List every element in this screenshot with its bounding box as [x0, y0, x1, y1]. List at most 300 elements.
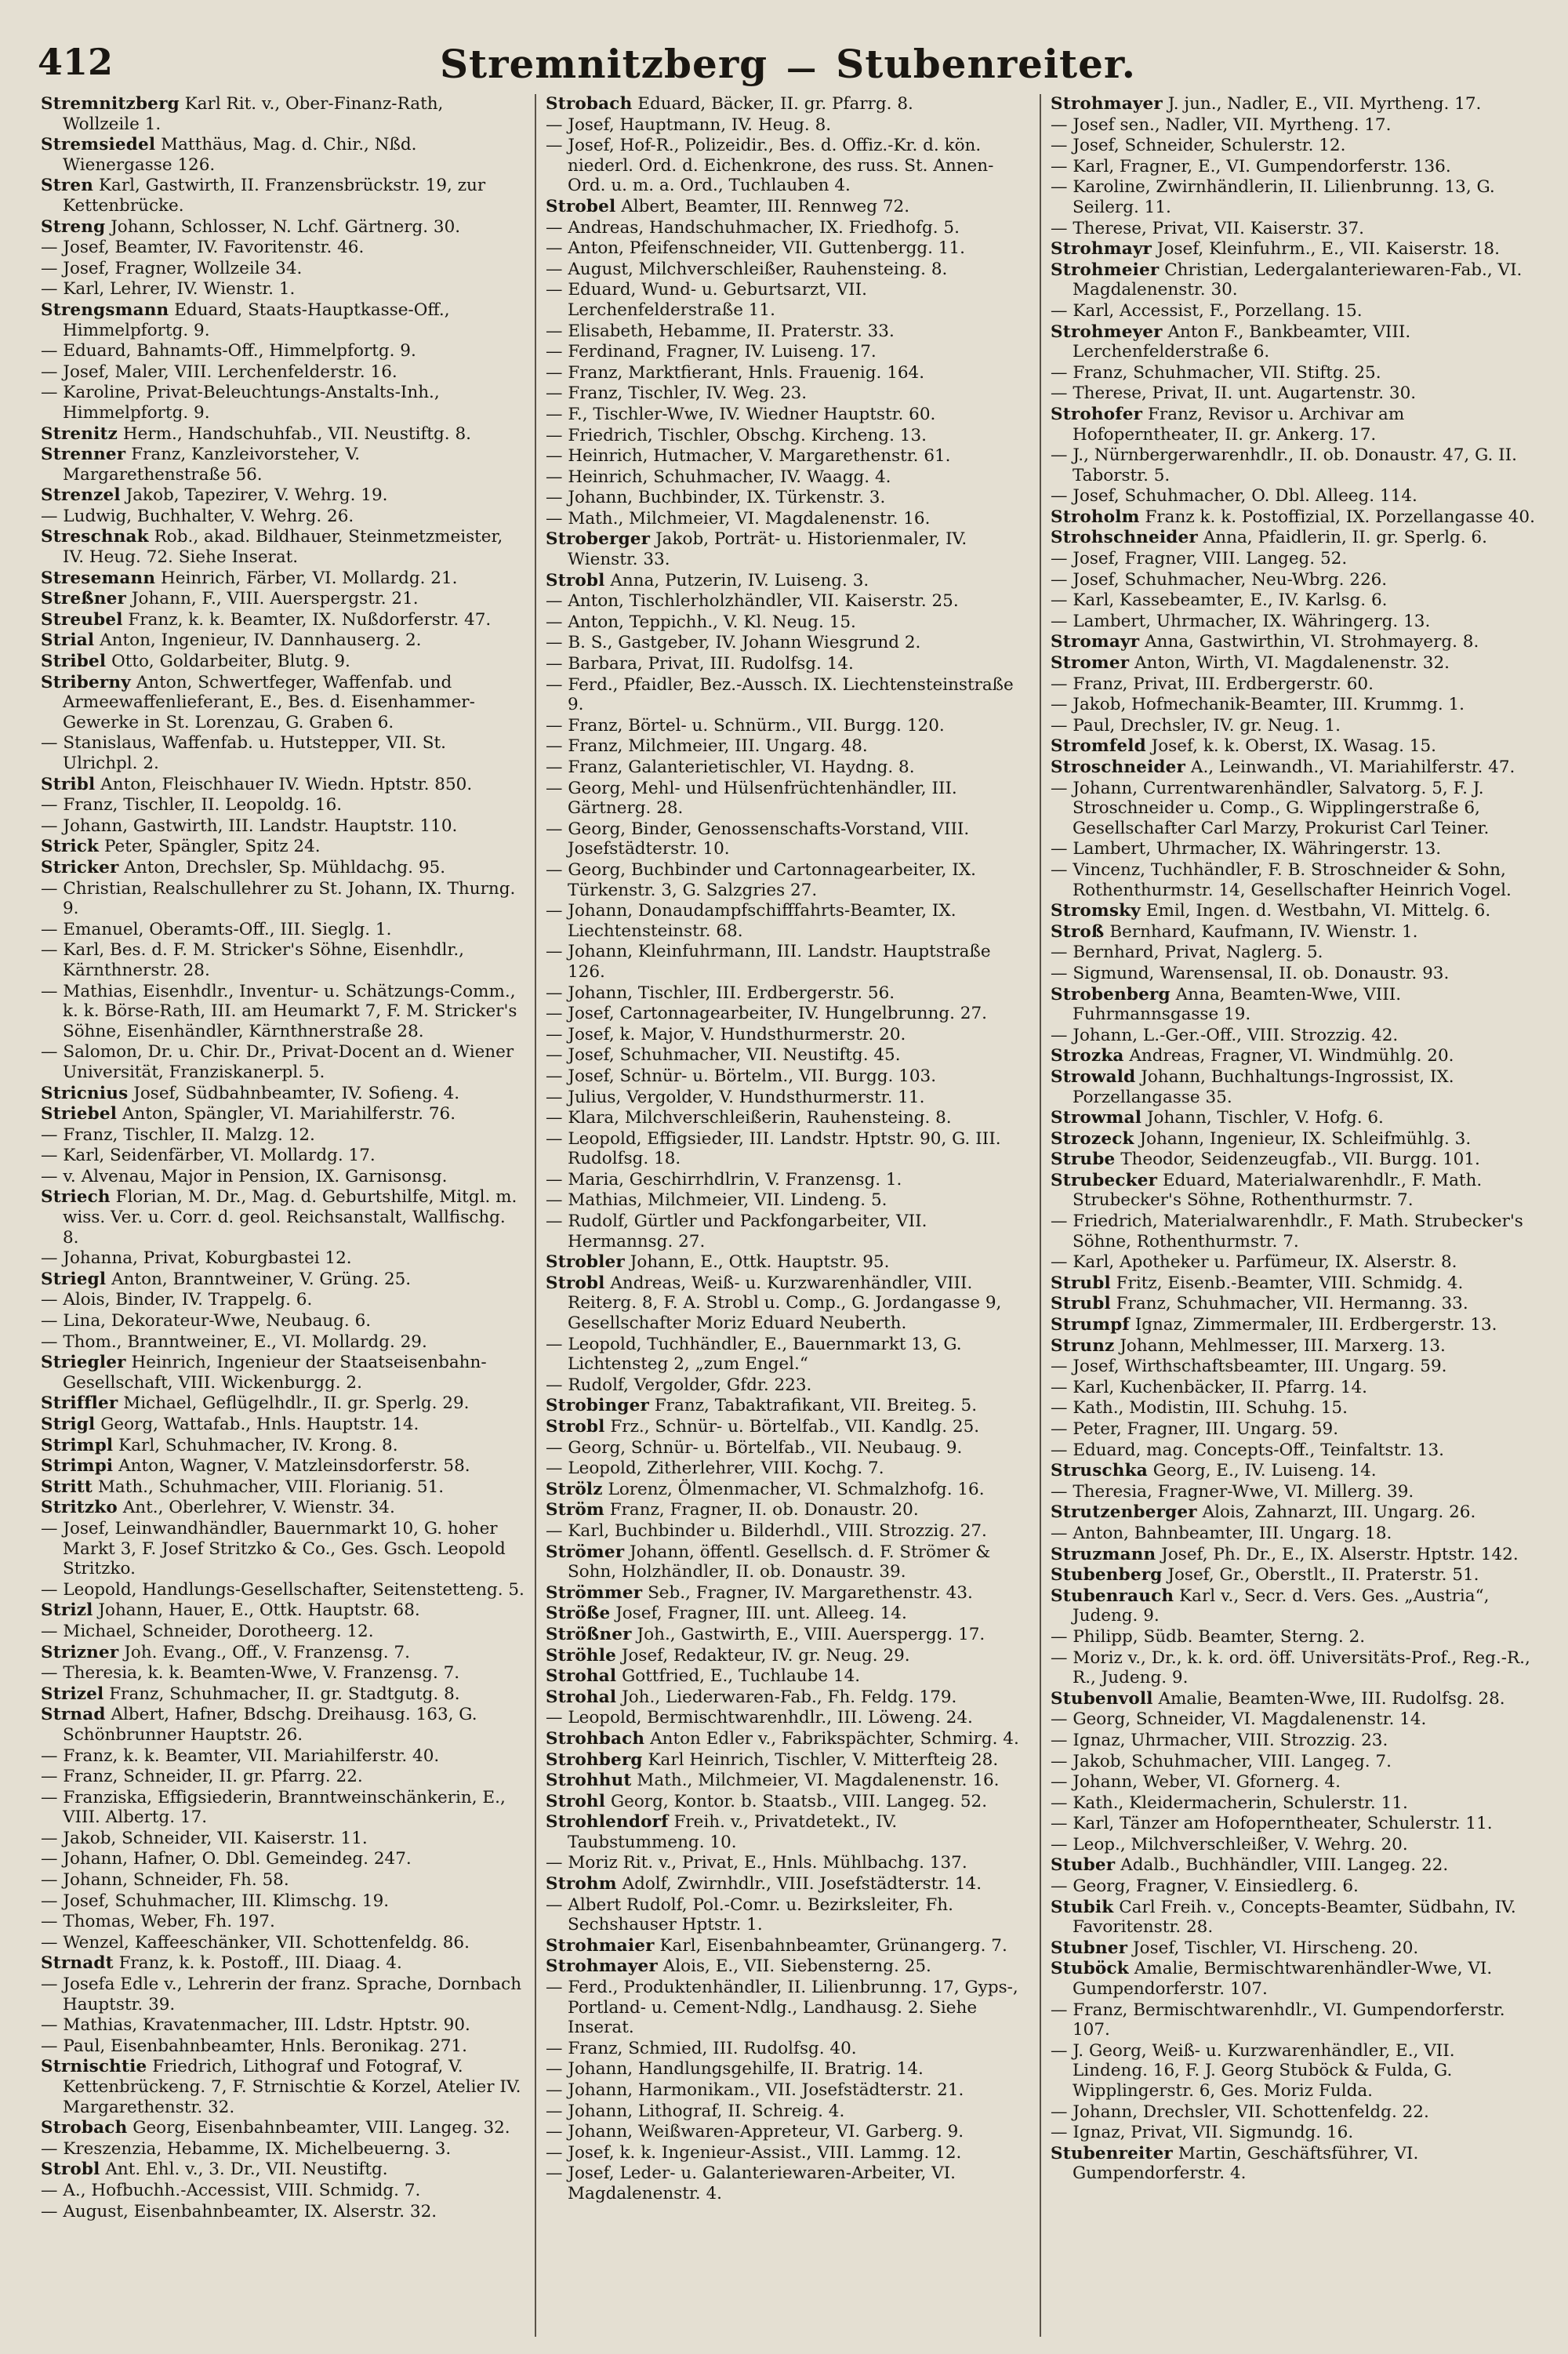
directory-entry [546, 901, 1030, 941]
directory-entry [41, 279, 525, 300]
directory-entry [1051, 1814, 1535, 1834]
directory-entry [41, 2202, 525, 2222]
entry-details: Ignaz, Zimmermaler, III. Erdbergerstr. 13. [1134, 1315, 1497, 1335]
page-number: 412 [38, 41, 114, 83]
directory-entry [41, 1353, 525, 1393]
entry-details: Frz., Schnür- u. Börtelfab., VII. Kandlg. 25. [610, 1417, 980, 1437]
directory-entry [1051, 612, 1535, 632]
entry-details: Franz, k. k. Postoff., III. Diaag. 4. [118, 1953, 402, 1974]
entry-surname: Strenitz [41, 423, 118, 444]
directory-entry [546, 1004, 1030, 1024]
directory-entry [41, 1829, 525, 1849]
entry-details: Karl Rit. v., Ober-Finanz-Rath, Wollzeile 1. [63, 94, 444, 134]
entry-details: — Kath., Modistin, III. Schuhg. 15. [1051, 1398, 1348, 1419]
entry-details: — Franz, Privat, III. Erdbergerstr. 60. [1051, 674, 1374, 694]
directory-column-1 [31, 94, 535, 2337]
entry-details: — Karoline, Zwirnhändlerin, II. Lilienbrunng. 13, G. Seilerg. 11. [1051, 177, 1495, 217]
entry-details: — Franz, Tischler, II. Leopoldg. 16. [41, 795, 343, 816]
directory-entry [546, 1874, 1030, 1894]
entry-details: — Leopold, Effigsieder, III. Landstr. Hptstr. 90, G. III. Rudolfsg. 18. [546, 1128, 1001, 1169]
directory-entry [546, 942, 1030, 982]
directory-entry [546, 342, 1030, 362]
running-head-separator: — [786, 49, 818, 85]
entry-details: — Johann, Schneider, Fh. 58. [41, 1870, 289, 1891]
entry-surname: Stromfeld [1051, 736, 1146, 757]
directory-entry [546, 94, 1030, 114]
directory-entry [1051, 695, 1535, 715]
entry-details: — Georg, Schneider, VI. Magdalenenstr. 14. [1051, 1709, 1427, 1730]
entry-details: Anton, Fleischhauer IV. Wiedn. Hptstr. 850. [100, 774, 473, 794]
directory-entry [1051, 157, 1535, 177]
entry-details: Albert, Hafner, Bdschg. Dreihausg. 163, G. Schönbrunner Hauptstr. 26. [63, 1705, 477, 1745]
directory-entry [1051, 1419, 1535, 1440]
entry-details: — Karl, Bes. d. F. M. Stricker's Söhne, Eisenhdlr., Kärnthnerstr. 28. [41, 940, 464, 980]
directory-entry [1051, 901, 1535, 921]
directory-columns [31, 94, 1544, 2337]
entry-details: — Georg, Schnür- u. Börtelfab., VII. Neubaug. 9. [546, 1437, 963, 1458]
entry-surname: Striegler [41, 1353, 126, 1373]
entry-details: — Paul, Eisenbahnbeamter, Hnls. Beronikag. 271. [41, 2036, 467, 2056]
entry-details: Seb., Fragner, IV. Margarethenstr. 43. [648, 1582, 973, 1603]
entry-surname: Stroholm [1051, 507, 1140, 527]
entry-surname: Stubenberg [1051, 1565, 1163, 1586]
entry-details: — Ludwig, Buchhalter, V. Wehrg. 26. [41, 506, 354, 526]
entry-surname: Strobach [41, 2118, 128, 2138]
directory-entry [41, 2139, 525, 2160]
entry-details: — Bernhard, Privat, Naglerg. 5. [1051, 943, 1323, 963]
entry-details: — Karl, Kassebeamter, E., IV. Karlsg. 6. [1051, 590, 1388, 611]
directory-entry [41, 1498, 525, 1518]
entry-details: Math., Milchmeier, VI. Magdalenenstr. 16. [637, 1771, 1000, 1791]
directory-entry [41, 1870, 525, 1891]
entry-surname: Strömmer [546, 1582, 643, 1603]
entry-details: Josef, Ph. Dr., E., IX. Alserstr. Hptstr. 142. [1161, 1544, 1519, 1564]
entry-details: Joh., Liederwaren-Fab., Fh. Feldg. 179. [622, 1687, 957, 1707]
directory-entry [41, 652, 525, 672]
directory-entry [546, 467, 1030, 488]
entry-details: Franz, Schuhmacher, VII. Hermanng. 33. [1116, 1294, 1468, 1314]
entry-details: — Alois, Binder, IV. Trappelg. 6. [41, 1290, 313, 1310]
entry-details: Rob., akad. Bildhauer, Steinmetzmeister, IV. Heug. 72. Siehe Inserat. [63, 527, 503, 568]
entry-details: — Georg, Fragner, V. Einsiedlerg. 6. [1051, 1876, 1359, 1897]
directory-entry [1051, 1586, 1535, 1626]
entry-details: — Heinrich, Hutmacher, V. Margarethenstr. 61. [546, 446, 951, 467]
entry-details: Anton, Wirth, VI. Magdalenenstr. 32. [1134, 653, 1450, 674]
entry-details: — Jakob, Hofmechanik-Beamter, III. Krummg. 1. [1051, 695, 1465, 715]
entry-surname: Strubl [1051, 1273, 1111, 1293]
directory-entry [41, 858, 525, 878]
entry-details: Anton, Spängler, VI. Mariahilferstr. 76. [122, 1104, 456, 1124]
entry-details: — Anton, Teppichh., V. Kl. Neug. 15. [546, 612, 856, 632]
directory-entry [546, 1252, 1030, 1273]
entry-details: — Ignaz, Privat, VII. Sigmundg. 16. [1051, 2123, 1354, 2143]
entry-details: Karl, Eisenbahnbeamter, Grünangerg. 7. [659, 1935, 1007, 1956]
entry-details: Josef, Tischler, VI. Hirscheng. 20. [1133, 1938, 1419, 1958]
directory-entry [546, 488, 1030, 508]
page-header [31, 24, 1544, 94]
entry-details: — J. Georg, Weiß- u. Kurzwarenhändler, E., VII. Lindeng. 16, F. J. Georg Stuböck & Fulda, G. Wipplingerstr. 6, Ges. Moriz Fulda. [1051, 2040, 1455, 2101]
directory-entry [1051, 1150, 1535, 1170]
directory-entry [546, 115, 1030, 136]
entry-surname: Strobl [41, 2160, 100, 2180]
directory-entry [41, 135, 525, 175]
directory-entry [41, 1084, 525, 1104]
directory-entry [41, 630, 525, 651]
entry-surname: Strimpl [41, 1435, 114, 1455]
entry-details: — Josef, Fragner, Wollzeile 34. [41, 258, 303, 278]
entry-details: Jakob, Porträt- u. Historienmaler, IV. Wienstr. 33. [568, 529, 967, 570]
directory-entry [41, 2057, 525, 2117]
entry-details: Joh. Evang., Off., V. Franzensg. 7. [124, 1642, 410, 1662]
directory-entry [546, 1625, 1030, 1645]
entry-details: — Therese, Privat, II. unt. Augartenstr. 30. [1051, 383, 1417, 404]
entry-details: — Jakob, Schneider, VII. Kaiserstr. 11. [41, 1828, 368, 1848]
entry-details: Carl Freih. v., Concepts-Beamter, Südbahn, IV. Favoritenstr. 28. [1073, 1897, 1516, 1938]
directory-entry [1051, 1026, 1535, 1046]
entry-surname: Strobinger [546, 1396, 649, 1416]
entry-details: — Thom., Branntweiner, E., VI. Mollardg. 29. [41, 1331, 427, 1352]
entry-details: — Karl, Tänzer am Hofoperntheater, Schulerstr. 11. [1051, 1814, 1493, 1834]
entry-surname: Strohmeier [1051, 260, 1160, 280]
entry-details: — Karl, Buchbinder u. Bilderhdl., VIII. Strozzig. 27. [546, 1520, 987, 1541]
entry-surname: Strohmeyer [1051, 321, 1163, 342]
directory-entry [546, 819, 1030, 859]
directory-entry [41, 2036, 525, 2057]
directory-entry [41, 1953, 525, 1974]
directory-entry [546, 2080, 1030, 2101]
entry-details: — Josef, Leder- u. Galanteriewaren-Arbeiter, VI. Magdalenenstr. 4. [546, 2163, 956, 2203]
directory-entry [546, 1521, 1030, 1542]
entry-details: Emil, Ingen. d. Westbahn, VI. Mittelg. 6. [1145, 901, 1491, 921]
entry-details: — v. Alvenau, Major in Pension, IX. Garnisonsg. [41, 1166, 448, 1186]
directory-entry [546, 238, 1030, 259]
directory-entry [1051, 1545, 1535, 1565]
directory-entry [1051, 1252, 1535, 1273]
directory-entry [1051, 1440, 1535, 1461]
entry-details: — August, Milchverschleißer, Rauhensteing. 8. [546, 259, 948, 279]
directory-entry [1051, 1336, 1535, 1357]
entry-details: — Peter, Fragner, III. Ungarg. 59. [1051, 1419, 1339, 1439]
directory-entry [546, 654, 1030, 674]
entry-surname: Strubecker [1051, 1170, 1158, 1190]
entry-details: Karl Heinrich, Tischler, V. Mitterfteig 28. [648, 1749, 999, 1770]
entry-details: — A., Hofbuchh.-Accessist, VIII. Schmidg. 7. [41, 2180, 421, 2200]
directory-entry [41, 94, 525, 134]
entry-details: Josef, k. k. Oberst, IX. Wasag. 15. [1151, 736, 1436, 757]
entry-details: — Johann, Hafner, O. Dbl. Gemeindeg. 247. [41, 1849, 412, 1869]
directory-entry [546, 1750, 1030, 1771]
entry-details: — Paul, Drechsler, IV. gr. Neug. 1. [1051, 715, 1341, 736]
directory-entry [41, 795, 525, 816]
directory-entry [41, 1104, 525, 1124]
entry-details: — Ferd., Pfaidler, Bez.-Aussch. IX. Liechtensteinstraße 9. [546, 674, 1014, 715]
entry-details: Florian, M. Dr., Mag. d. Geburtshilfe, Mitgl. m. wiss. Ver. u. Corr. d. geol. Reichsanstalt, Wallfischg. 8. [63, 1187, 517, 1248]
directory-entry [41, 1643, 525, 1663]
directory-entry [546, 1459, 1030, 1479]
entry-details: Johann, F., VIII. Auerspergstr. 21. [131, 589, 419, 609]
directory-entry [41, 569, 525, 589]
entry-details: — Franz, Schmied, III. Rudolfsg. 40. [546, 2038, 857, 2058]
entry-details: — Karl, Apotheker u. Parfümeur, IX. Alserstr. 8. [1051, 1252, 1457, 1273]
directory-entry [1051, 1171, 1535, 1211]
entry-details: Anton, Ingenieur, IV. Dannhauserg. 2. [100, 630, 422, 651]
directory-entry [546, 218, 1030, 238]
entry-surname: Stresemann [41, 568, 156, 588]
entry-surname: Striech [41, 1187, 111, 1208]
directory-entry [546, 716, 1030, 736]
entry-details: — Johann, Lithograf, II. Schreig. 4. [546, 2101, 845, 2121]
entry-details: — Josef, Schuhmacher, O. Dbl. Alleeg. 114. [1051, 486, 1417, 507]
directory-entry [1051, 1129, 1535, 1150]
entry-details: — Leopold, Bermischtwarenhdlr., III. Löweng. 24. [546, 1708, 973, 1728]
directory-entry [546, 1812, 1030, 1852]
entry-details: — Salomon, Dr. u. Chir. Dr., Privat-Docent an d. Wiener Universität, Franziskanerpl. 5. [41, 1042, 514, 1082]
directory-entry [546, 2163, 1030, 2203]
entry-details: — Franz, Börtel- u. Schnürm., VII. Burgg. 120. [546, 715, 945, 736]
directory-entry [1051, 964, 1535, 984]
directory-entry [1051, 1357, 1535, 1377]
directory-entry [546, 529, 1030, 569]
entry-details: — Rudolf, Vergolder, Gfdr. 223. [546, 1375, 812, 1395]
directory-entry [1051, 1709, 1535, 1730]
entry-details: Heinrich, Färber, VI. Mollardg. 21. [161, 568, 458, 588]
entry-details: — Friedrich, Tischler, Obschg. Kircheng. 13. [546, 425, 927, 445]
entry-details: — Thomas, Weber, Fh. 197. [41, 1912, 275, 1932]
entry-surname: Strobl [546, 570, 605, 590]
entry-surname: Strobl [546, 1273, 605, 1293]
entry-details: — Ferd., Produktenhändler, II. Lilienbrunng. 17, Gyps-, Portland- u. Cement-Ndlg., Landhausg. 2. Siehe Inserat. [546, 1978, 1018, 2038]
directory-column-2 [535, 94, 1040, 2337]
entry-details: Karl v., Secr. d. Vers. Ges. „Austria“, Judeng. 9. [1073, 1586, 1490, 1626]
entry-details: — Franz, Milchmeier, III. Ungarg. 48. [546, 736, 868, 757]
entry-surname: Strnischtie [41, 2057, 147, 2077]
directory-entry [41, 1622, 525, 1642]
entry-details: Herm., Handschuhfab., VII. Neustiftg. 8. [122, 423, 471, 444]
entry-details: Heinrich, Ingenieur der Staatseisenbahn-Gesellschaft, VIII. Wickenburgg. 2. [63, 1353, 487, 1393]
directory-entry [1051, 674, 1535, 695]
entry-details: — Josef, Hauptmann, IV. Heug. 8. [546, 114, 832, 135]
entry-details: — Johann, Harmonikam., VII. Josefstädterstr. 21. [546, 2080, 964, 2100]
entry-details: — Emanuel, Oberamts-Off., III. Sieglg. 1. [41, 919, 392, 939]
directory-entry [41, 816, 525, 837]
directory-entry [41, 1519, 525, 1579]
directory-entry [41, 610, 525, 630]
entry-details: Georg, Wattafab., Hnls. Hauptstr. 14. [100, 1415, 419, 1434]
directory-entry [1051, 94, 1535, 114]
entry-surname: Strohmayer [546, 1956, 658, 1977]
directory-entry [546, 1273, 1030, 1334]
entry-details: — Josef, k. Major, V. Hundsthurmerstr. 20. [546, 1024, 906, 1044]
directory-entry [1051, 445, 1535, 485]
directory-entry [546, 1729, 1030, 1749]
directory-entry [41, 1187, 525, 1248]
directory-entry [546, 1108, 1030, 1128]
entry-surname: Striberny [41, 672, 131, 692]
directory-entry [1051, 1835, 1535, 1855]
entry-details: — Lambert, Uhrmacher, IX. Währingerg. 13. [1051, 611, 1431, 631]
directory-entry [1051, 528, 1535, 548]
directory-entry [1051, 1876, 1535, 1897]
directory-entry [41, 238, 525, 258]
directory-entry [546, 2059, 1030, 2080]
entry-details: Christian, Ledergalanteriewaren-Fab., VI. Magdalenenstr. 30. [1073, 260, 1523, 300]
entry-surname: Stribel [41, 652, 107, 672]
directory-entry [41, 1456, 525, 1477]
entry-details: Josef, Redakteur, IV. gr. Neug. 29. [621, 1645, 910, 1666]
directory-entry [41, 300, 525, 340]
entry-details: Franz, Kanzleivorsteher, V. Margarethenstraße 56. [63, 445, 361, 485]
directory-entry [546, 197, 1030, 217]
entry-details: — Johann, Buchbinder, IX. Türkenstr. 3. [546, 488, 886, 508]
entry-surname: Stricnius [41, 1083, 129, 1103]
entry-details: Eduard, Staats-Hauptkasse-Off., Himmelpfortg. 9. [63, 300, 450, 340]
entry-details: — Josef, Schuhmacher, Neu-Wbrg. 226. [1051, 569, 1388, 590]
directory-entry [546, 983, 1030, 1004]
entry-surname: Strutzenberger [1051, 1502, 1197, 1523]
entry-surname: Stricker [41, 857, 119, 877]
directory-entry [1051, 1938, 1535, 1959]
entry-details: — Johann, Handlungsgehilfe, II. Bratrig. 14. [546, 2059, 924, 2080]
directory-entry [41, 1248, 525, 1269]
entry-details: — Mathias, Milchmeier, VII. Lindeng. 5. [546, 1190, 887, 1211]
entry-details: Theodor, Seidenzeugfab., VII. Burgg. 101. [1120, 1150, 1480, 1170]
directory-entry [1051, 507, 1535, 528]
entry-details: — Johann, Drechsler, VII. Schottenfeldg. 22. [1051, 2102, 1429, 2122]
directory-entry [41, 1270, 525, 1290]
directory-entry [1051, 1648, 1535, 1688]
entry-details: Alois, E., VII. Siebensterng. 25. [662, 1956, 931, 1977]
directory-entry [546, 1978, 1030, 2038]
entry-details: Albert, Beamter, III. Rennweg 72. [621, 196, 910, 216]
entry-surname: Strnad [41, 1705, 106, 1725]
entry-surname: Strumpf [1051, 1315, 1130, 1335]
entry-surname: Strohbach [546, 1728, 645, 1749]
entry-details: Martin, Geschäftsführer, VI. Gumpendorferstr. 4. [1073, 2143, 1419, 2184]
entry-surname: Streschnak [41, 527, 149, 547]
entry-details: — Ignaz, Uhrmacher, VIII. Strozzig. 23. [1051, 1730, 1388, 1750]
directory-entry [41, 1684, 525, 1705]
directory-entry [41, 1477, 525, 1498]
entry-surname: Strölz [546, 1479, 603, 1499]
entry-details: Franz, Tabaktrafikant, VII. Breiteg. 5. [654, 1396, 978, 1416]
entry-details: Johann, Mehlmesser, III. Marxerg. 13. [1120, 1335, 1446, 1356]
entry-details: — Philipp, Südb. Beamter, Sterng. 2. [1051, 1626, 1366, 1647]
directory-entry [1051, 301, 1535, 321]
entry-details: — Franziska, Effigsiederin, Branntweinschänkerin, E., VIII. Albertg. 17. [41, 1787, 506, 1828]
directory-entry [41, 940, 525, 980]
entry-details: — Johann, Currentwarenhändler, Salvatorg. 5, F. J. Stroschneider u. Comp., G. Wipplingerstraße 6, Gesellschafter Carl Marzy, Prokurist Carl Teiner. [1051, 778, 1490, 838]
entry-surname: Strohlendorf [546, 1812, 669, 1833]
entry-surname: Strunz [1051, 1335, 1115, 1356]
entry-surname: Streubel [41, 609, 123, 630]
entry-details: Matthäus, Mag. d. Chir., Nßd. Wienergasse 126. [63, 135, 417, 175]
entry-details: — Klara, Milchverschleißerin, Rauhensteing. 8. [546, 1108, 952, 1128]
entry-details: Lorenz, Ölmenmacher, VI. Schmalzhofg. 16. [608, 1479, 985, 1499]
directory-entry [1051, 1898, 1535, 1938]
directory-entry [546, 280, 1030, 320]
directory-entry [546, 260, 1030, 280]
directory-entry [1051, 570, 1535, 590]
entry-details: — Elisabeth, Hebamme, II. Praterstr. 33. [546, 321, 895, 341]
entry-details: Freih. v., Privatdetekt., IV. Taubstummeng. 10. [568, 1812, 898, 1852]
entry-surname: Ströhle [546, 1645, 617, 1666]
entry-details: — Heinrich, Schuhmacher, IV. Waagg. 4. [546, 467, 891, 487]
directory-entry [546, 1792, 1030, 1812]
entry-surname: Strengsmann [41, 300, 169, 320]
entry-details: Johann, öffentl. Gesellsch. d. F. Strömer & Sohn, Holzhändler, II. ob. Donaustr. 39. [568, 1542, 991, 1582]
directory-entry [1051, 549, 1535, 569]
entry-details: Johann, Ingenieur, IX. Schleifmühlg. 3. [1139, 1128, 1472, 1149]
entry-details: — Julius, Vergolder, V. Hundsthurmerstr. 11. [546, 1087, 925, 1107]
entry-details: — Josef, Maler, VIII. Lerchenfelderstr. 16. [41, 361, 397, 382]
directory-entry [546, 1045, 1030, 1066]
entry-details: Otto, Goldarbeiter, Blutg. 9. [111, 652, 350, 672]
directory-entry [1051, 1108, 1535, 1128]
entry-details: — Leopold, Tuchhändler, E., Bauernmarkt 13, G. Lichtensteg 2, „zum Engel.“ [546, 1334, 962, 1375]
directory-entry [41, 837, 525, 857]
directory-entry [1051, 405, 1535, 445]
directory-entry [41, 1311, 525, 1331]
entry-details: Franz, Schuhmacher, II. gr. Stadtgutg. 8. [109, 1684, 460, 1704]
entry-details: Amalie, Beamten-Wwe, III. Rudolfsg. 28. [1158, 1688, 1505, 1709]
directory-entry [546, 1956, 1030, 1977]
entry-details: — Johann, Tischler, III. Erdbergerstr. 56. [546, 983, 895, 1003]
directory-entry [41, 1125, 525, 1146]
directory-entry [1051, 322, 1535, 362]
entry-surname: Strnadt [41, 1953, 114, 1974]
entry-details: — Karl, Lehrer, IV. Wienstr. 1. [41, 279, 296, 300]
directory-entry [41, 879, 525, 919]
entry-details: Karl, Gastwirth, II. Franzensbrückstr. 19, zur Kettenbrücke. [63, 176, 486, 216]
directory-entry [546, 1936, 1030, 1956]
entry-surname: Strial [41, 630, 95, 651]
directory-entry [1051, 2041, 1535, 2102]
entry-details: — Josef, Wirthschaftsbeamter, III. Ungarg. 59. [1051, 1357, 1447, 1377]
directory-entry [41, 920, 525, 940]
entry-details: — Ferdinand, Fragner, IV. Luiseng. 17. [546, 342, 877, 362]
entry-details: — August, Eisenbahnbeamter, IX. Alserstr. 32. [41, 2201, 437, 2221]
directory-entry [546, 1190, 1030, 1211]
entry-details: — Theresia, Fragner-Wwe, VI. Millerg. 39. [1051, 1481, 1414, 1502]
entry-details: Eduard, Bäcker, II. gr. Pfarrg. 8. [637, 94, 913, 114]
directory-entry [1051, 1731, 1535, 1751]
entry-surname: Struzmann [1051, 1544, 1156, 1564]
directory-entry [41, 589, 525, 609]
entry-details: — Math., Milchmeier, VI. Magdalenenstr. 16. [546, 508, 931, 529]
entry-details: Anna, Beamten-Wwe, VIII. Fuhrmannsgasse 19. [1073, 984, 1402, 1025]
entry-details: Peter, Spängler, Spitz 24. [103, 837, 321, 857]
entry-surname: Strenzel [41, 485, 121, 506]
directory-entry [41, 1705, 525, 1745]
directory-entry [41, 1746, 525, 1767]
directory-entry [546, 1212, 1030, 1251]
entry-details: Anton, Drechsler, Sp. Mühldachg. 95. [124, 857, 446, 877]
entry-details: — Rudolf, Gürtler und Packfongarbeiter, VII. Hermannsg. 27. [546, 1212, 927, 1251]
directory-entry [41, 1146, 525, 1166]
directory-entry [41, 2160, 525, 2180]
entry-surname: Strigl [41, 1415, 96, 1434]
directory-entry [41, 341, 525, 361]
directory-entry [546, 446, 1030, 467]
entry-details: — Albert Rudolf, Pol.-Comr. u. Bezirksleiter, Fh. Sechshauser Hptstr. 1. [546, 1894, 953, 1935]
running-head-left-term: Stremnitzberg [439, 41, 768, 87]
directory-entry [41, 1663, 525, 1684]
directory-entry [546, 426, 1030, 446]
entry-details: Ant. Ehl. v., 3. Dr., VII. Neustiftg. [105, 2160, 388, 2180]
directory-entry [1051, 1273, 1535, 1294]
entry-details: Franz, k. k. Beamter, IX. Nußdorferstr. 47. [128, 609, 492, 630]
entry-details: Friedrich, Lithograf und Fotograf, V. Kettenbrückeng. 7, F. Strnischtie & Korzel, Atelier IV. Margarethenstr. 32. [63, 2057, 521, 2117]
